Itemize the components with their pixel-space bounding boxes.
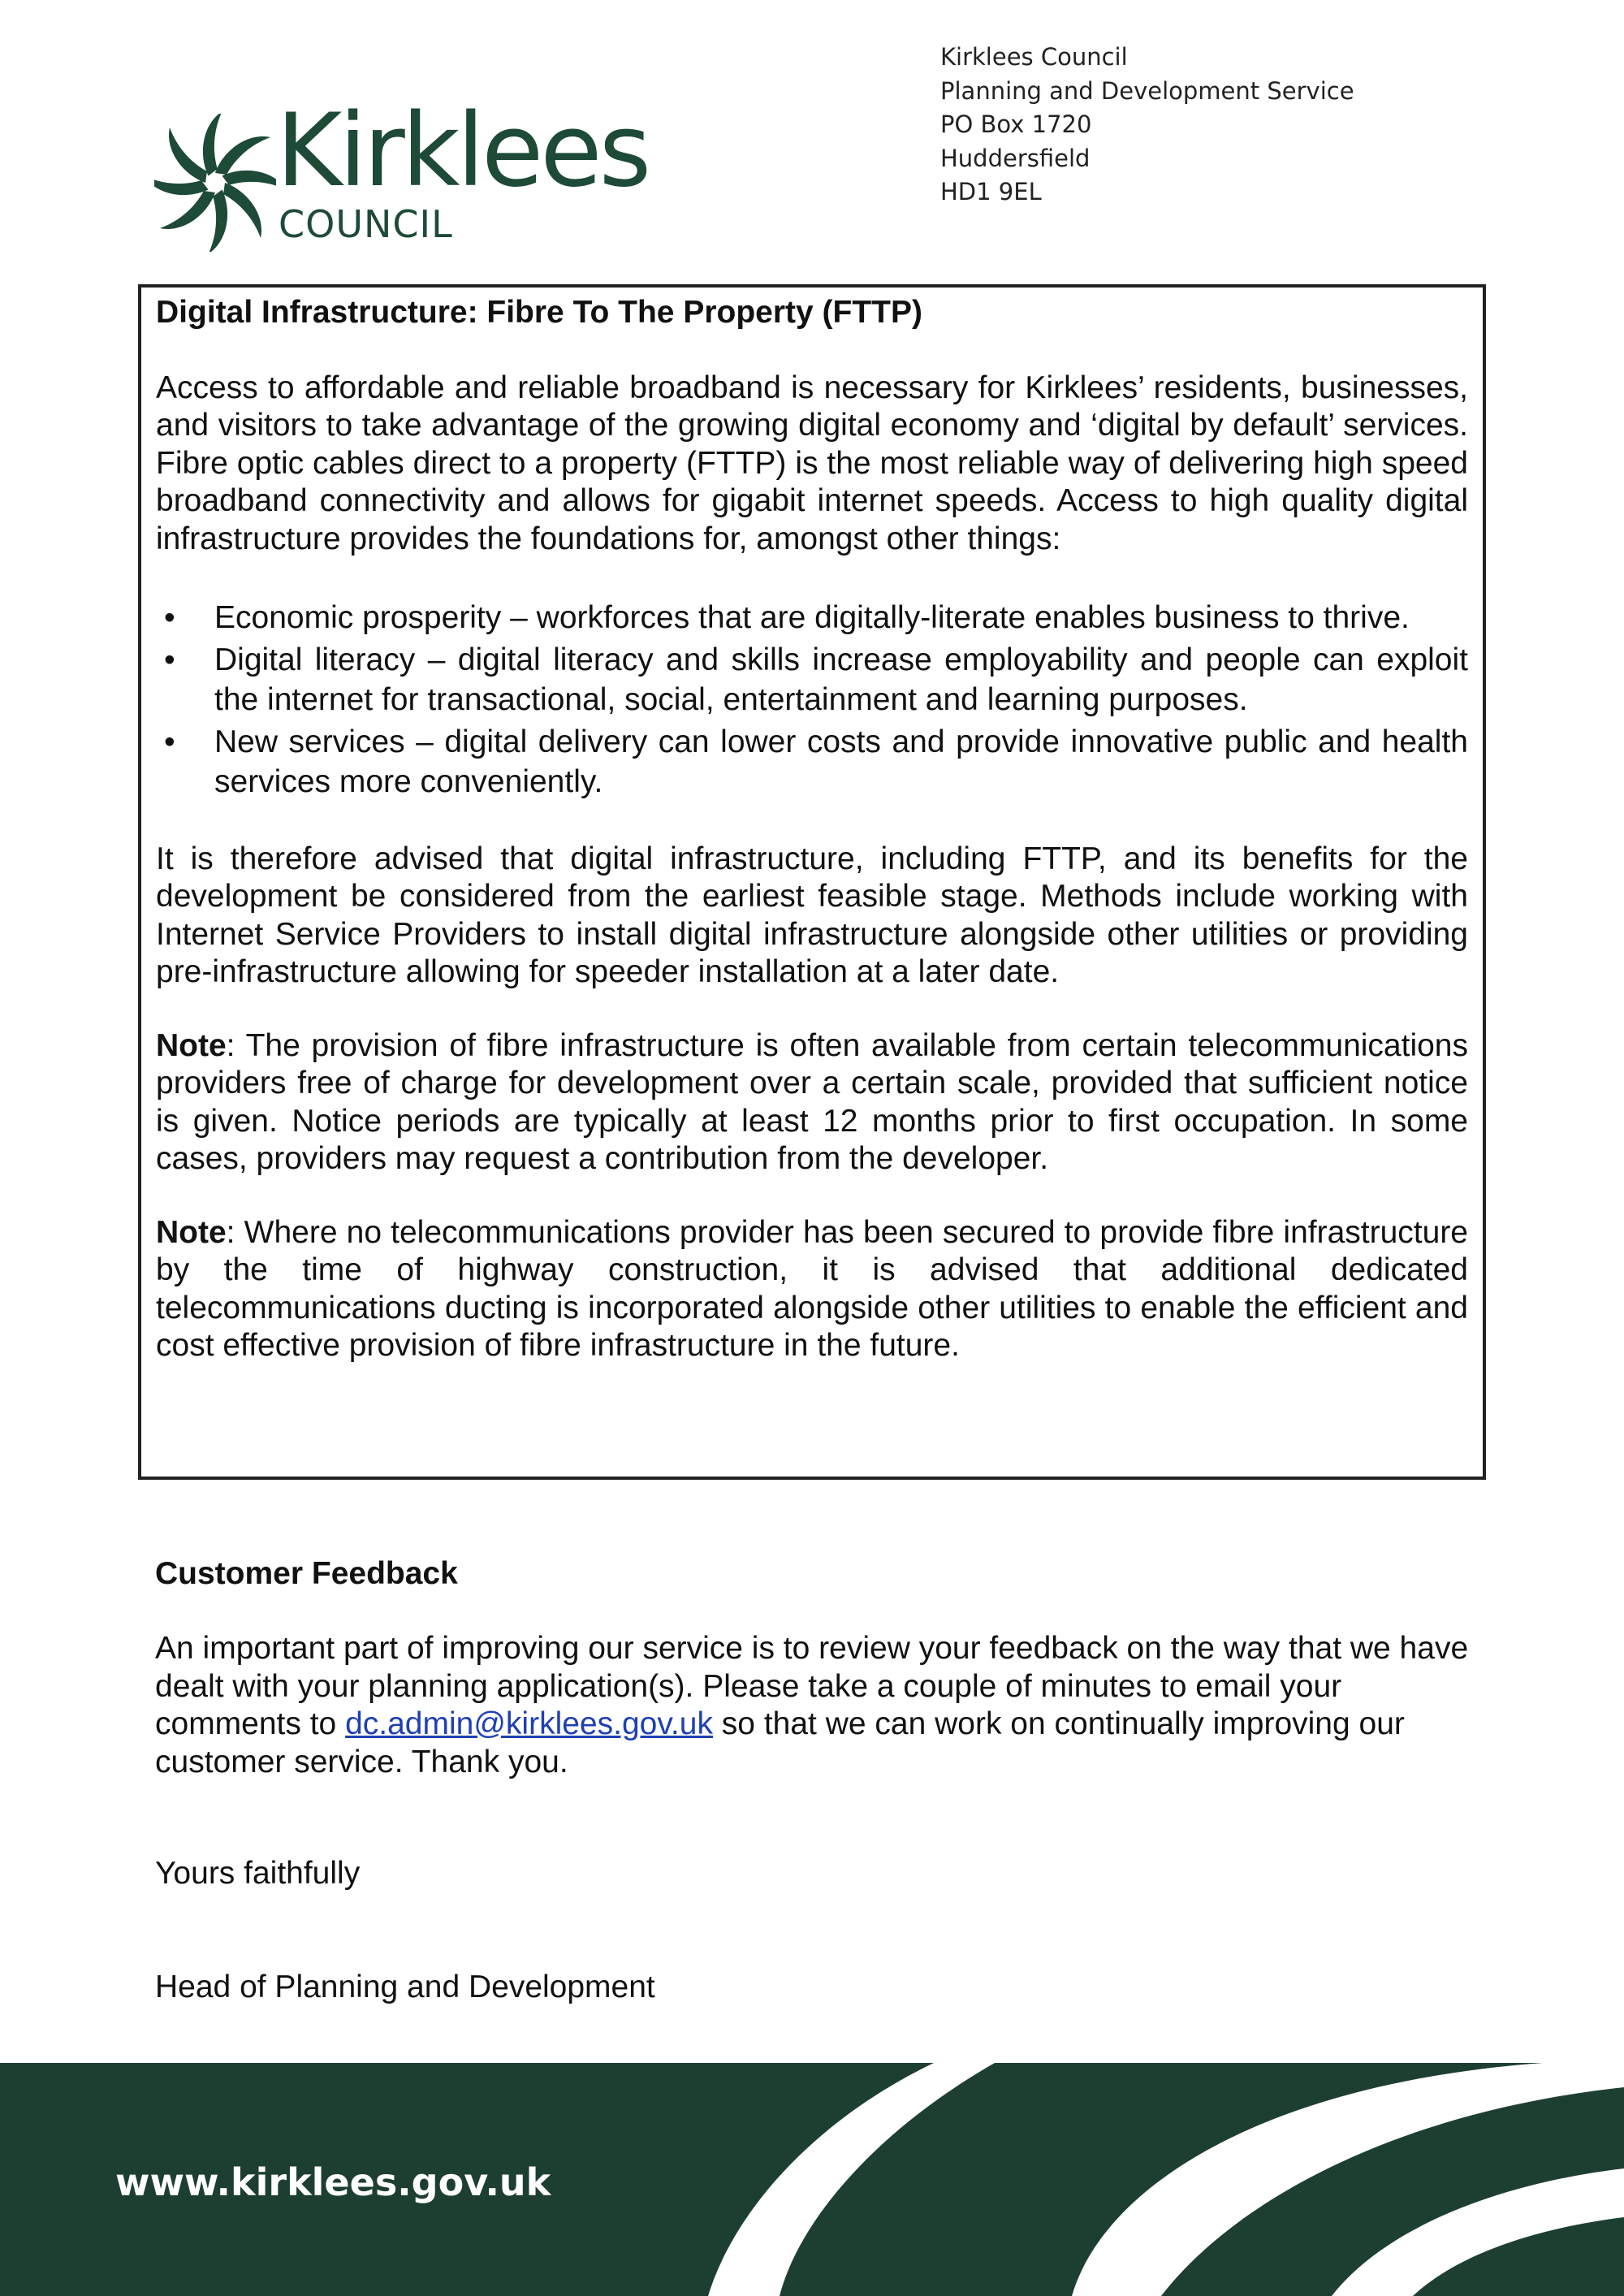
advice-paragraph: It is therefore advised that digital infrastructure, including FTTP, and its benefits for the development be considered from the earliest feasible stage. Methods include working with Internet Service Providers to install digital infrastructure alongside other utilities or providing pre-infrastructure allowing for speeder installation at a later date. — [156, 841, 1468, 990]
bullet-icon: • — [164, 724, 175, 759]
list-item-text: New services – digital delivery can lower costs and provide innovative public and health services more conveniently. — [214, 724, 1468, 800]
kirklees-logo — [154, 93, 649, 252]
list-item-text: Economic prosperity – workforces that are digitally-literate enables business to thrive. — [214, 600, 1410, 636]
kirklees-swirl-icon — [154, 114, 276, 252]
list-item-text: Digital literacy – digital literacy and skills increase employability and people can exploit the internet for transactional, social, entertainment and learning purposes. — [214, 642, 1468, 718]
note-paragraph-2 — [156, 1214, 1468, 1365]
feedback-text-start: An important part of improving our service is to review your feedback on the way that we have dealt with your planning application(s). Please take a couple of minutes to email your comments to — [155, 1631, 1469, 1741]
address-line: Planning and Development Service — [940, 76, 1354, 105]
feedback-text-end: so that we can work on continually improving our customer service. Thank you. — [155, 1706, 1405, 1779]
address-line: PO Box 1720 — [940, 110, 1092, 138]
bullet-icon: • — [164, 600, 175, 636]
note-paragraph-1 — [156, 1027, 1468, 1178]
signoff-line: Head of Planning and Development — [155, 1970, 655, 2004]
note-text: : Where no telecommunications provider has been secured to provide fibre infrastructure by the time of highway construction, it is advised that additional dedicated telecommunications ducting is incorporated alongside other utilities to enable the efficient and cost effective provision of fibre infrastructure in the future. — [156, 1214, 1468, 1364]
list-item — [156, 598, 1468, 638]
address-line: Huddersfield — [940, 144, 1091, 172]
logo-wordmark: Kirklees — [276, 93, 649, 210]
fttp-intro-paragraph: Access to affordable and reliable broadband is necessary for Kirklees’ residents, businesses, and visitors to take advantage of the growing digital economy and ‘digital by default’ services. Fibre optic cables direct to a property (FTTP) is the most reliable way of delivering high speed broadband connectivity and allows for gigabit internet speeds. Access to high quality digital infrastructure provides the foundations for, amongst other things: — [156, 370, 1468, 556]
logo-subtitle: COUNCIL — [279, 202, 453, 246]
bullet-icon: • — [164, 642, 175, 677]
fttp-info-box — [138, 284, 1486, 1480]
note-text: : The provision of fibre infrastructure is often available from certain telecommunications providers free of charge for development over a certain scale, provided that sufficient notice is given. Notice periods are typically at least 12 months prior to first occupation. In some cases, providers may request a contribution from the developer. — [156, 1027, 1468, 1177]
footer-band — [0, 2063, 1624, 2296]
address-line: Kirklees Council — [940, 43, 1128, 71]
benefits-list — [156, 598, 1468, 802]
fttp-box-title: Digital Infrastructure: Fibre To The Property (FTTP) — [156, 295, 922, 330]
note-label: Note — [156, 1214, 227, 1250]
address-line: HD1 9EL — [940, 178, 1042, 205]
feedback-heading: Customer Feedback — [155, 1556, 458, 1591]
feedback-paragraph — [155, 1630, 1487, 1781]
list-item — [156, 722, 1468, 802]
feedback-email-link[interactable]: dc.admin@kirklees.gov.uk — [345, 1706, 713, 1741]
council-address — [940, 41, 1354, 210]
note-label: Note — [156, 1027, 227, 1063]
list-item — [156, 640, 1468, 720]
footer-website-url: www.kirklees.gov.uk — [115, 2160, 551, 2204]
closing-line: Yours faithfully — [155, 1856, 361, 1891]
